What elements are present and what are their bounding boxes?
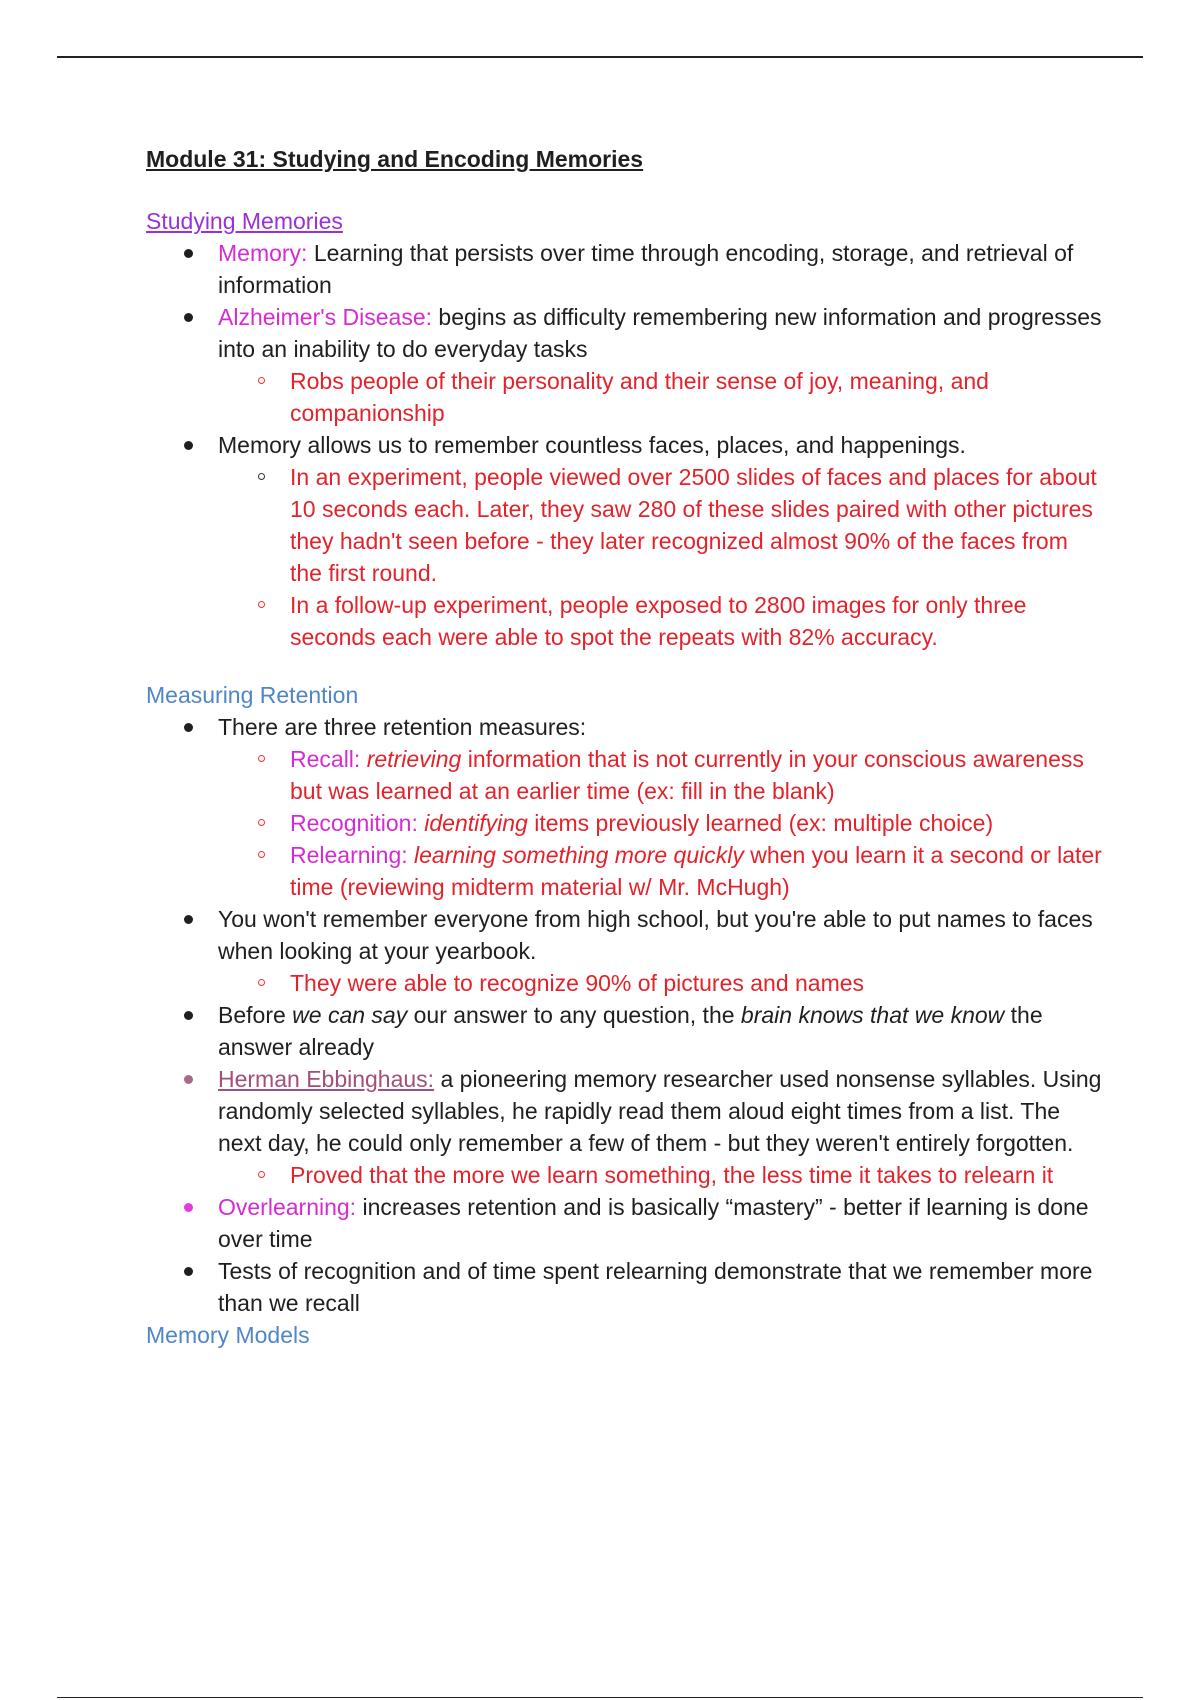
item-text: Tests of recognition and of time spent relearning demonstrate that we remember more than we recall xyxy=(218,1258,1093,1316)
term-relearning: Relearning: xyxy=(290,842,408,868)
sub-item-text: Robs people of their personality and their sense of joy, meaning, and companionship xyxy=(290,368,989,426)
item-text: Memory allows us to remember countless faces, places, and happenings. xyxy=(218,432,966,458)
definition-text: a pioneering memory researcher used nonsense syllables. Using randomly selected syllables, he rapidly read them aloud eight times from a list. The next day, he could only remember a few of them - but they weren't entirely forgotten. xyxy=(218,1066,1102,1156)
list-item xyxy=(146,237,1106,301)
bullet-icon xyxy=(184,1267,193,1276)
sub-list xyxy=(218,743,1106,903)
bullet-icon xyxy=(184,1011,193,1020)
sub-list-item xyxy=(146,365,1106,429)
sub-list-item xyxy=(146,589,1106,653)
sub-list-item xyxy=(146,461,1106,589)
term-alzheimers: Alzheimer's Disease: xyxy=(218,304,433,330)
studying-memories-list xyxy=(146,237,1106,653)
sub-bullet-icon xyxy=(258,473,265,480)
emphasis: brain knows that we know xyxy=(740,1002,1005,1028)
definition-text: Learning that persists over time through encoding, storage, and retrieval of information xyxy=(218,240,1074,298)
item-text: our answer to any question, the xyxy=(407,1002,741,1028)
item-text: Before xyxy=(218,1002,293,1028)
list-item xyxy=(146,711,1106,903)
emphasis: retrieving xyxy=(366,746,462,772)
sub-bullet-icon xyxy=(258,1171,265,1178)
term-ebbinghaus: Herman Ebbinghaus: xyxy=(218,1066,435,1092)
definition-text: begins as difficulty remembering new information and progresses into an inability to do everyday tasks xyxy=(218,304,1102,362)
sub-item-text: In an experiment, people viewed over 2500 slides of faces and places for about 10 seconds each. Later, they saw 280 of these slides paired with other pictures they hadn't seen before - they later recognized almost 90% of the faces from the first round. xyxy=(290,464,1097,586)
term-recall: Recall: xyxy=(290,746,361,772)
list-item xyxy=(146,903,1106,999)
list-item xyxy=(146,999,1106,1063)
sub-item-text: when you learn it a second or later time (reviewing midterm material w/ Mr. McHugh) xyxy=(290,842,1102,900)
sub-list xyxy=(218,365,1106,429)
section-heading-studying-memories: Studying Memories xyxy=(146,208,343,234)
sub-list-item xyxy=(146,967,1106,999)
bullet-icon xyxy=(184,915,193,924)
top-rule xyxy=(57,56,1143,58)
sub-bullet-icon xyxy=(258,377,265,384)
list-item xyxy=(146,429,1106,653)
sub-bullet-icon xyxy=(258,755,265,762)
measuring-retention-list xyxy=(146,711,1106,1319)
bullet-icon xyxy=(184,1075,193,1084)
page-title: Module 31: Studying and Encoding Memories xyxy=(146,146,644,172)
bullet-icon xyxy=(184,441,193,450)
sub-list xyxy=(218,461,1106,653)
term-recognition: Recognition: xyxy=(290,810,418,836)
list-item xyxy=(146,1255,1106,1319)
list-item xyxy=(146,1063,1106,1191)
sub-list-item xyxy=(146,1159,1106,1191)
item-text: You won't remember everyone from high school, but you're able to put names to faces when looking at your yearbook. xyxy=(218,906,1093,964)
list-item xyxy=(146,1191,1106,1255)
item-text: There are three retention measures: xyxy=(218,714,587,740)
item-text: the answer already xyxy=(218,1002,1043,1060)
sub-bullet-icon xyxy=(258,819,265,826)
term-overlearning: Overlearning: xyxy=(218,1194,357,1220)
sub-bullet-icon xyxy=(258,851,265,858)
emphasis: we can say xyxy=(292,1002,408,1028)
bullet-icon xyxy=(184,1203,193,1212)
sub-item-text: They were able to recognize 90% of pictures and names xyxy=(290,970,865,996)
sub-item-text: In a follow-up experiment, people exposed to 2800 images for only three seconds each were able to spot the repeats with 82% accuracy. xyxy=(290,592,1027,650)
sub-item-text: items previously learned (ex: multiple choice) xyxy=(527,810,994,836)
sub-list-item xyxy=(146,743,1106,807)
bottom-rule xyxy=(57,1697,1143,1698)
bullet-icon xyxy=(184,723,193,732)
emphasis: learning something more quickly xyxy=(414,842,744,868)
definition-text: increases retention and is basically “mastery” - better if learning is done over time xyxy=(218,1194,1089,1252)
sub-bullet-icon xyxy=(258,979,265,986)
emphasis: identifying xyxy=(424,810,528,836)
list-item xyxy=(146,301,1106,429)
sub-list-item xyxy=(146,839,1106,903)
bullet-icon xyxy=(184,313,193,322)
section-heading-measuring-retention: Measuring Retention xyxy=(146,682,359,708)
sub-list xyxy=(218,1159,1106,1191)
section-heading-memory-models: Memory Models xyxy=(146,1322,310,1348)
bullet-icon xyxy=(184,249,193,258)
sub-list-item xyxy=(146,807,1106,839)
sub-list xyxy=(218,967,1106,999)
term-memory: Memory: xyxy=(218,240,308,266)
document-body xyxy=(146,143,1106,1351)
sub-bullet-icon xyxy=(258,601,265,608)
sub-item-text: Proved that the more we learn something, the less time it takes to relearn it xyxy=(290,1162,1054,1188)
sub-item-text: information that is not currently in your conscious awareness but was learned at an earlier time (ex: fill in the blank) xyxy=(290,746,1084,804)
